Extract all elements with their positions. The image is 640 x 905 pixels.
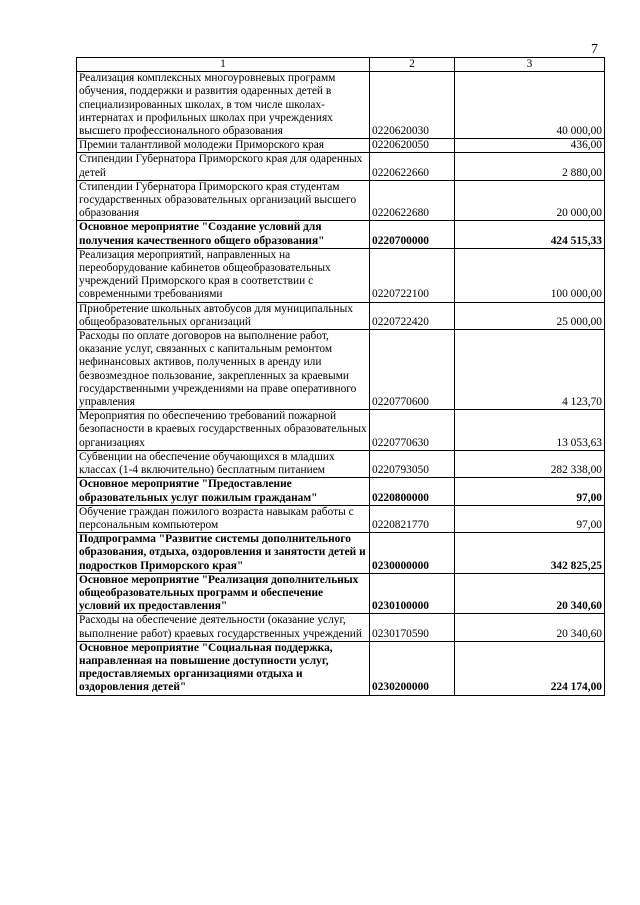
row-code-cell: 0230170590 [370,614,455,641]
table-row [77,180,605,221]
row-name-cell: Основное мероприятие "Реализация дополнительных общеобразовательных программ и обеспечение условий их предоставления" [77,573,370,614]
row-code-cell: 0220622660 [370,153,455,180]
row-code-cell: 0220821770 [370,505,455,532]
table-row [77,573,605,614]
row-name-cell: Обучение граждан пожилого возраста навыкам работы с персональным компьютером [77,505,370,532]
table-row [77,614,605,641]
row-amount-cell: 97,00 [455,505,605,532]
row-name-cell: Реализация комплексных многоуровневых программ обучения, поддержки и развития одаренных детей в специализированных школах, в том числе школах-интернатах и профильных школах при учреждениях высшего профессионального образования [77,72,370,139]
row-name-cell: Мероприятия по обеспечению требований пожарной безопасности в краевых государственных образовательных организациях [77,410,370,451]
row-code-cell: 0220770600 [370,330,455,410]
row-name-cell: Реализация мероприятий, направленных на переоборудование кабинетов общеобразовательных учреждений Приморского края в соответствии с современными требованиями [77,248,370,302]
row-amount-cell: 224 174,00 [455,641,605,695]
row-name-cell: Расходы на обеспечение деятельности (оказание услуг, выполнение работ) краевых государственных учреждений [77,614,370,641]
row-amount-cell: 20 340,60 [455,573,605,614]
row-code-cell: 0220622680 [370,180,455,221]
table-row [77,248,605,302]
table-row [77,302,605,329]
table-row [77,153,605,180]
row-code-cell: 0220800000 [370,478,455,505]
row-amount-cell: 424 515,33 [455,221,605,248]
row-code-cell: 0220620050 [370,139,455,153]
row-name-cell: Стипендии Губернатора Приморского края для одаренных детей [77,153,370,180]
table-row [77,478,605,505]
table-row [77,221,605,248]
row-name-cell: Подпрограмма "Развитие системы дополнительного образования, отдыха, оздоровления и занятости детей и подростков Приморского края" [77,533,370,574]
table-header-row [77,58,605,72]
row-amount-cell: 20 340,60 [455,614,605,641]
row-code-cell: 0230200000 [370,641,455,695]
row-name-cell: Основное мероприятие "Социальная поддержка, направленная на повышение доступности услуг, предоставляемых организациями отдыха и оздоровления детей" [77,641,370,695]
table-row [77,330,605,410]
row-amount-cell: 97,00 [455,478,605,505]
row-name-cell: Стипендии Губернатора Приморского края студентам государственных образовательных организаций высшего образования [77,180,370,221]
table-row [77,410,605,451]
budget-table [76,57,605,696]
row-amount-cell: 2 880,00 [455,153,605,180]
page-number: 7 [591,42,598,57]
row-name-cell: Субвенции на обеспечение обучающихся в младших классах (1-4 включительно) бесплатным питанием [77,450,370,477]
row-amount-cell: 4 123,70 [455,330,605,410]
row-amount-cell: 40 000,00 [455,72,605,139]
row-code-cell: 0220722100 [370,248,455,302]
row-amount-cell: 100 000,00 [455,248,605,302]
row-name-cell: Основное мероприятие "Предоставление образовательных услуг пожилым гражданам" [77,478,370,505]
table-row [77,505,605,532]
row-code-cell: 0220722420 [370,302,455,329]
row-name-cell: Премии талантливой молодежи Приморского края [77,139,370,153]
table-row [77,72,605,139]
table-row [77,139,605,153]
row-amount-cell: 13 053,63 [455,410,605,451]
row-code-cell: 0230000000 [370,533,455,574]
table-row [77,641,605,695]
row-amount-cell: 25 000,00 [455,302,605,329]
row-code-cell: 0220700000 [370,221,455,248]
table-row [77,450,605,477]
row-code-cell: 0220793050 [370,450,455,477]
row-code-cell: 0220770630 [370,410,455,451]
row-code-cell: 0230100000 [370,573,455,614]
row-amount-cell: 20 000,00 [455,180,605,221]
row-name-cell: Основное мероприятие "Создание условий для получения качественного общего образования" [77,221,370,248]
table-row [77,533,605,574]
row-amount-cell: 282 338,00 [455,450,605,477]
row-amount-cell: 436,00 [455,139,605,153]
row-name-cell: Расходы по оплате договоров на выполнение работ, оказание услуг, связанных с капитальным ремонтом нефинансовых активов, полученных в аренду или безвозмездное пользование, закрепленных за краевыми государственными учреждениями на праве оперативного управления [77,330,370,410]
row-name-cell: Приобретение школьных автобусов для муниципальных общеобразовательных организаций [77,302,370,329]
header-column-3: 3 [455,58,605,72]
row-code-cell: 0220620030 [370,72,455,139]
header-column-1: 1 [77,58,370,72]
row-amount-cell: 342 825,25 [455,533,605,574]
header-column-2: 2 [370,58,455,72]
